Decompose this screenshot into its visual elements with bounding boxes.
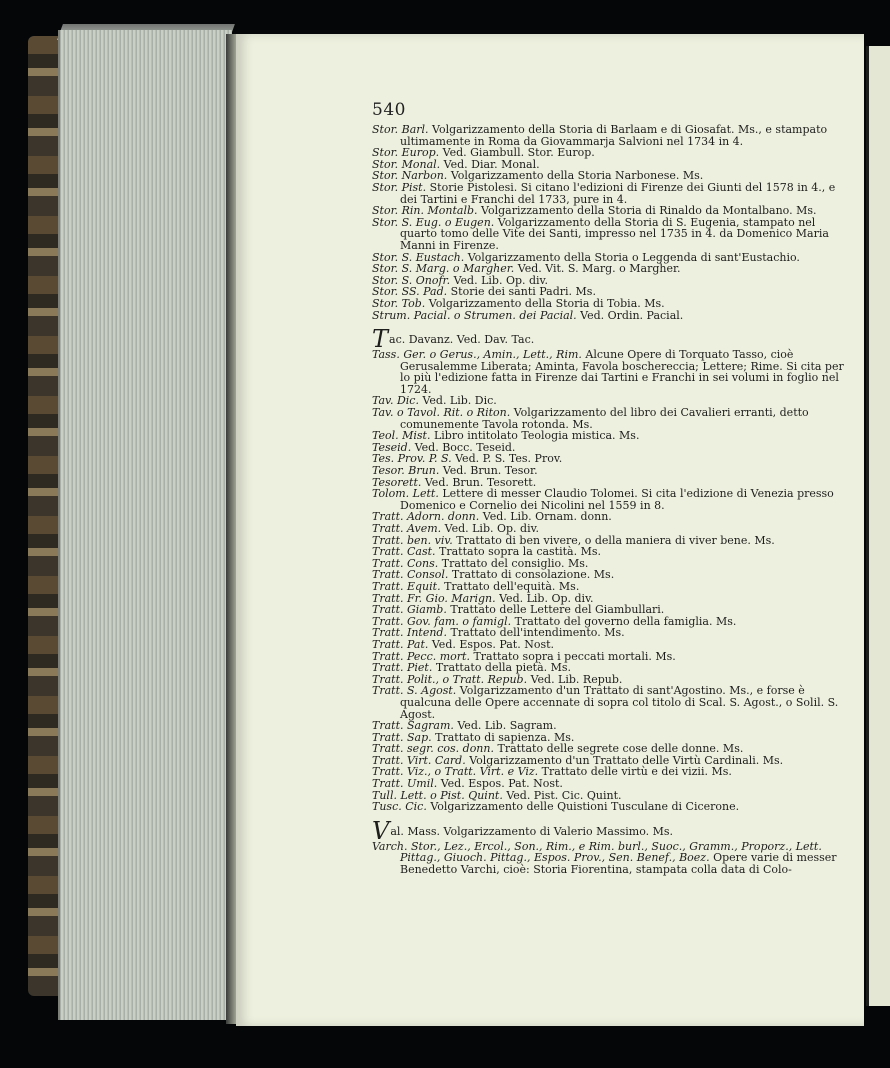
entry-abbr: Tratt. Piet. <box>372 661 433 675</box>
entry-text: Ved. Lib. Op. div. <box>453 273 548 287</box>
entry-text: Volgarizzamento della Storia di S. Eugenia, stampato nel quarto tomo delle Vite dei Santi, impresso nel 1735 in 4. da Domenico Maria Manni in Firenze. <box>400 215 829 252</box>
entry-text: Ved. Lib. Op. div. <box>444 522 539 535</box>
glossary-entry <box>372 182 846 205</box>
entry-abbr: Tratt. Intend. <box>372 626 447 640</box>
glossary-entry <box>372 407 846 430</box>
entry-text: Trattato del governo della famiglia. Ms. <box>514 614 737 628</box>
entry-abbr: Tesorett. <box>372 475 422 489</box>
entry-text: Ved. Giambull. Stor. Europ. <box>442 146 595 160</box>
entry-abbr: Varch. Stor., Lez., Ercol., Son., Rim., e Rim. burl., Suoc., Gramm., Proporz., Lett. Pittag., Giuoch. Pittag., Espos. Prov., Sen. Benef., Boez. <box>372 839 822 865</box>
entry-text: Ved. Pist. Cic. Quint. <box>506 788 622 802</box>
glossary-entry <box>372 801 846 813</box>
entry-text: Trattato dell'intendimento. Ms. <box>450 626 625 640</box>
entry-text: Volgarizzamento di Valerio Massimo. Ms. <box>443 824 674 838</box>
entry-text: Libro intitolato Teologia mistica. Ms. <box>433 429 640 443</box>
entry-text: Ved. P. S. Tes. Prov. <box>455 452 563 466</box>
entry-abbr: Tratt. Fr. Gio. Marign. <box>372 591 496 605</box>
entry-text: Ved. Espos. Pat. Nost. <box>431 637 555 651</box>
entry-abbr: Teseid. <box>372 440 412 454</box>
entry-abbr: Stor. Monal. <box>372 157 441 171</box>
entry-abbr: Tratt. Polit., o Tratt. Repub. <box>372 672 528 686</box>
entry-text: Ved. Lib. Sagram. <box>457 719 557 733</box>
section-gap <box>372 813 846 821</box>
entry-abbr: Tratt. segr. cos. donn. <box>372 742 494 756</box>
entry-abbr: Tratt. Viz., o Tratt. Virt. e Viz. <box>372 765 539 779</box>
entry-abbr: Tratt. Umil. <box>372 777 438 791</box>
entry-text: Ved. Espos. Pat. Nost. <box>440 777 563 791</box>
entry-abbr: Stor. S. Onofr. <box>372 273 451 287</box>
entry-abbr: Strum. Pacial. o Strumen. dei Pacial. <box>372 308 577 322</box>
entry-text: Volgarizzamento d'un Trattato di sant'Agostino. Ms., e forse è qualcuna delle Opere accennate di sopra col titolo di Scal. S. Agost., o Solil. S. Agost. <box>400 684 839 721</box>
drop-initial-v: V <box>372 816 390 845</box>
entry-abbr: Stor. Rin. Montalb. <box>372 204 478 218</box>
entry-abbr: Tass. Ger. o Gerus., Amin., Lett., Rim. <box>372 348 582 362</box>
glossary-entry <box>372 310 846 322</box>
entry-abbr: Tratt. ben. viv. <box>372 533 453 547</box>
entry-text: Ved. Vit. S. Marg. o Margher. <box>517 262 681 276</box>
entry-abbr: Tratt. S. Agost. <box>372 684 457 698</box>
entries-block-v <box>372 841 846 876</box>
entry-text: Volgarizzamento d'un Trattato delle Virtù Cardinali. Ms. <box>469 753 784 767</box>
glossary-entries <box>372 124 846 876</box>
entry-text: Volgarizzamento della Storia di Tobia. Ms. <box>428 296 665 310</box>
entry-abbr: Stor. Europ. <box>372 146 440 160</box>
entry-abbr: Tusc. Cic. <box>372 800 427 814</box>
entry-text: Volgarizzamento delle Quistioni Tusculane di Cicerone. <box>430 800 740 814</box>
entry-abbr: Tratt. Equit. <box>372 579 441 593</box>
entry-text: Trattato sopra i peccati mortali. Ms. <box>473 649 676 663</box>
glossary-entry <box>372 685 846 720</box>
entry-text: Trattato delle Lettere del Giambullari. <box>450 603 665 617</box>
entry-text: Storie dei santi Padri. Ms. <box>450 285 596 299</box>
entry-abbr: Tratt. Pecc. mort. <box>372 649 470 663</box>
entry-abbr: Tratt. Cons. <box>372 556 439 570</box>
entry-abbr: ac. Davanz. <box>389 333 454 347</box>
entry-abbr: Tratt. Avem. <box>372 522 442 535</box>
entry-abbr: Tratt. Sagram. <box>372 719 454 733</box>
entry-text: Volgarizzamento del libro dei Cavalieri erranti, detto comunemente Tavola rotonda. Ms. <box>400 406 809 431</box>
entry-text: Storie Pistolesi. Si citano l'edizioni di Firenze dei Giunti del 1578 in 4., e dei Tartini e Franchi del 1733, pure in 4. <box>400 180 836 206</box>
entry-text: Lettere di messer Claudio Tolomei. Si cita l'edizione di Venezia presso Domenico e Cornelio dei Nicolini nel 1559 in 8. <box>400 487 834 512</box>
entry-abbr: Tav. Dic. <box>372 394 419 408</box>
glossary-entry <box>372 217 846 252</box>
entry-text: Opere varie di messer Benedetto Varchi, cioè: Storia Fiorentina, stampata colla data di Colo- <box>400 851 837 877</box>
entries-block-s <box>372 124 846 321</box>
glossary-entry <box>372 124 846 147</box>
entry-abbr: Tolom. Lett. <box>372 487 439 501</box>
entry-abbr: Tratt. Pat. <box>372 637 429 651</box>
entry-text: Volgarizzamento della Storia o Leggenda di sant'Eustachio. <box>467 250 800 264</box>
entry-text: Ved. Diar. Monal. <box>443 157 540 171</box>
entry-abbr: Tav. o Tavol. Rit. o Riton. <box>372 406 511 420</box>
entry-abbr: Teol. Mist. <box>372 429 431 443</box>
entry-abbr: Tratt. Giamb. <box>372 603 447 617</box>
drop-initial-t: T <box>372 325 389 354</box>
entry-text: Ved. Lib. Op. div. <box>499 591 594 605</box>
page-number: 540 <box>372 100 406 120</box>
entry-abbr: Tratt. Gov. fam. o famigl. <box>372 614 512 628</box>
glossary-entry <box>372 488 846 511</box>
entry-abbr: al. Mass. <box>390 824 441 838</box>
entry-text: Trattato di ben vivere, o della maniera di viver bene. Ms. <box>456 533 775 547</box>
entry-text: Trattato delle segrete cose delle donne. Ms. <box>497 742 744 756</box>
page-block-edge <box>58 30 232 1020</box>
section-t-first-entry <box>372 325 846 354</box>
entry-text: Volgarizzamento della Storia Narbonese. Ms. <box>450 169 704 183</box>
entry-text: Ved. Brun. Tesor. <box>442 464 538 478</box>
entry-text: Trattato dell'equità. Ms. <box>444 579 580 593</box>
entry-abbr: Tratt. Consol. <box>372 568 449 582</box>
entry-abbr: Tratt. Cast. <box>372 545 436 559</box>
section-v-first-entry <box>372 816 846 845</box>
entry-abbr: Stor. Pist. <box>372 180 427 194</box>
entry-text: Ved. Dav. Tac. <box>456 333 535 347</box>
entry-abbr: Stor. S. Marg. o Margher. <box>372 262 515 276</box>
entry-text: Volgarizzamento della Storia di Barlaam e di Giosafat. Ms., e stampato ultimamente in Roma da Giovammarja Salvioni nel 1734 in 4. <box>400 123 828 148</box>
entry-text: Trattato di sapienza. Ms. <box>435 730 575 744</box>
entry-text: Ved. Ordin. Pacial. <box>580 308 684 322</box>
glossary-entry <box>372 841 846 876</box>
entry-abbr: Tratt. Adorn. donn. <box>372 510 480 524</box>
entry-abbr: Tes. Prov. P. S. <box>372 452 452 466</box>
entry-abbr: Stor. S. Eustach. <box>372 250 465 264</box>
entry-text: Ved. Lib. Ornam. donn. <box>482 510 612 524</box>
entry-text: Trattato della pietà. Ms. <box>435 661 572 675</box>
section-gap <box>372 321 846 329</box>
entry-text: Trattato di consolazione. Ms. <box>451 568 615 582</box>
entry-text: Trattato del consiglio. Ms. <box>441 556 589 570</box>
entry-abbr: Stor. Tob. <box>372 296 426 310</box>
entry-abbr: Tratt. Virt. Card. <box>372 753 466 767</box>
entry-text: Ved. Bocc. Teseid. <box>414 440 516 454</box>
entry-abbr: Tesor. Brun. <box>372 464 440 478</box>
entry-abbr: Tratt. Sap. <box>372 730 432 744</box>
entry-text: Trattato sopra la castità. Ms. <box>439 545 601 559</box>
entry-abbr: Tull. Lett. o Pist. Quint. <box>372 788 503 802</box>
facing-page-edge <box>866 46 890 1006</box>
entry-text: Ved. Lib. Dic. <box>422 394 497 408</box>
entry-text: Ved. Lib. Repub. <box>530 672 623 686</box>
entries-block-t <box>372 349 846 813</box>
entry-abbr: Stor. Barl. <box>372 123 429 136</box>
entry-abbr: Stor. Narbon. <box>372 169 448 183</box>
entry-text: Alcune Opere di Torquato Tasso, cioè Gerusalemme Liberata; Aminta, Favola boschereccia; Lettere; Rime. Si cita per lo più l'edizione fatta in Firenze dai Tartini e Franchi in sei volumi in foglio nel 1724. <box>400 348 844 396</box>
entry-text: Trattato delle virtù e dei vizii. Ms. <box>541 765 732 779</box>
entry-abbr: Stor. S. Eug. o Eugen. <box>372 215 495 229</box>
glossary-entry <box>372 349 846 395</box>
entry-text: Ved. Brun. Tesorett. <box>424 475 537 489</box>
entry-text: Volgarizzamento della Storia di Rinaldo da Montalbano. Ms. <box>481 204 817 218</box>
entry-abbr: Stor. SS. Pad. <box>372 285 448 299</box>
